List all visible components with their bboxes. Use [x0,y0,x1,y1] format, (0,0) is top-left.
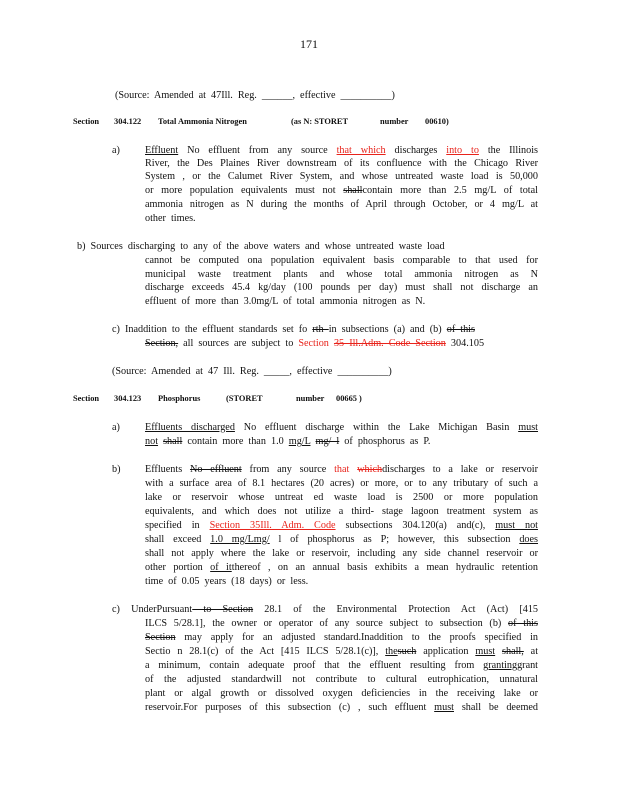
source-note-1 [115,89,395,102]
section-number: 304.122 [114,117,142,126]
sec123-c-line-7: plant or algal growth or dissolved oxygen deficiencies in the receiving lake or [145,688,538,699]
para-c-line-1: c) Inaddition to the effluent standards set fo rth in subsections (a) and (b) of this [112,324,475,335]
para-a-line-4: or more population equivalents must not shallcontain more than 2.5 mg/L of total [145,185,538,196]
sec123-b-line-6: shall exceed 1.0 mg/Lmg/ l of phosphorus as P; however, this subsection does [145,534,539,545]
sec123-c-line-8: reservoir.For purposes of this subsection (c) , such effluent must shall be deemed [145,702,538,713]
page-number: 171 [300,37,318,51]
section-123-code: 00665 ) [336,394,362,403]
para-a-line-5: ammonia nitrogen as N during the months of April through October, or 4 mg/L at [145,199,538,210]
sec123-c-line-6: of the adjusted standardwill not contribute to cultural eutrophication, unnatural [145,674,538,685]
sec123-b-line-1: Effluents No effluent from any source that whichdischarges to a lake or reservoir [145,464,539,475]
para-b-line-5: effluent of more than 3.0mg/L of total ammonia nitrogen as N. [145,296,426,307]
source-note-2-text: (Source: Amended at 47 Ill. Reg. _____, effective __________) [112,366,392,377]
section-123-number: 304.123 [114,394,142,403]
section-title: Total Ammonia Nitrogen [158,117,247,126]
para-b-line-1: b) Sources discharging to any of the above waters and whose untreated waste load [77,241,445,252]
storet-code: 00610) [425,117,449,126]
para-b-line-3: municipal waste treatment plants and whose total ammonia nitrogen as N [145,269,538,280]
section-123-title: Phosphorus [158,394,201,403]
sec123-a-line-1: Effluents discharged No effluent discharge within the Lake Michigan Basin must [145,422,539,433]
storet-label: (as N: STORET [291,117,349,126]
sec123-c-line-5: a minimum, contain adequate proof that the effluent resulting from grantinggrant [145,660,539,671]
sec123-b-line-3: lake or reservoir whose untreat ed waste load is 2500 or more population [145,492,538,503]
source-note-1-text: (Source: Amended at 47Ill. Reg. ______, effective __________) [115,90,395,101]
sec123-c-line-1: c) UnderPursuant to Section 28.1 of the Environmental Protection Act (Act) [415 [112,604,539,615]
source-note-2 [112,365,392,378]
section-123-number-label: number [296,394,325,403]
sec123-c-line-2: ILCS 5/28.1], the owner or operator of any source subject to subsection (b) of this [145,618,538,629]
para-a-line-2: River, the Des Plaines River downstream of its confluence with the Chicago River [145,158,538,169]
storet-number-label: number [380,117,409,126]
para-a-line-1: Effluent No effluent from any source that which discharges into to the Illinois [145,145,539,156]
para-a-line-3: System , or the Calumet River System, and whose untreated waste load is 50,000 [145,171,538,182]
sec123-b-line-8: other portion of itthereof , on an annual basis exhibits a mean hydraulic retention [145,562,538,573]
sec123-b-marker: b) [112,464,121,475]
section-label: Section [73,117,100,126]
para-b-line-4: discharge exceeds 45.4 kg/day (100 pounds per day) must shall not discharge an [145,282,538,293]
sec123-b-line-7: shall not apply where the lake or reservoir, including any side channel reservoir or [145,548,538,559]
sec123-a-marker: a) [112,422,120,433]
sec123-b-line-4: equivalents, and which does not utilize a third- stage lagoon treatment system as [145,506,538,517]
para-b-line-2: cannot be computed ona population equivalent basis comparable to that used for [145,255,538,266]
section-123-storet: (STORET [226,394,263,403]
sec123-a-line-2: not shall contain more than 1.0 mg/L mg/ l of phosphorus as P. [145,436,431,447]
sec123-b-line-9: time of 0.05 years (18 days) or less. [145,576,309,587]
sec123-c-line-3: Section may apply for an adjusted standard.Inaddition to the proofs specified in [145,632,539,643]
subsection-a-marker: a) [112,145,120,156]
para-a-line-6: other times. [145,213,196,224]
para-c-line-2: Section, all sources are subject to Section 35 Ill.Adm. Code Section 304.105 [145,338,485,349]
sec123-c-line-4: Sectio n 28.1(c) of the Act [415 ILCS 5/28.1(c)], thesuch application must shall, at [145,646,539,657]
sec123-b-line-2: with a surface area of 8.1 hectares (20 acres) or more, or to any tributary of such a [145,478,538,489]
sec123-b-line-5: specified in Section 35Ill. Adm. Code subsections 304.120(a) and(c), must not [145,520,539,531]
section-123-label: Section [73,394,100,403]
